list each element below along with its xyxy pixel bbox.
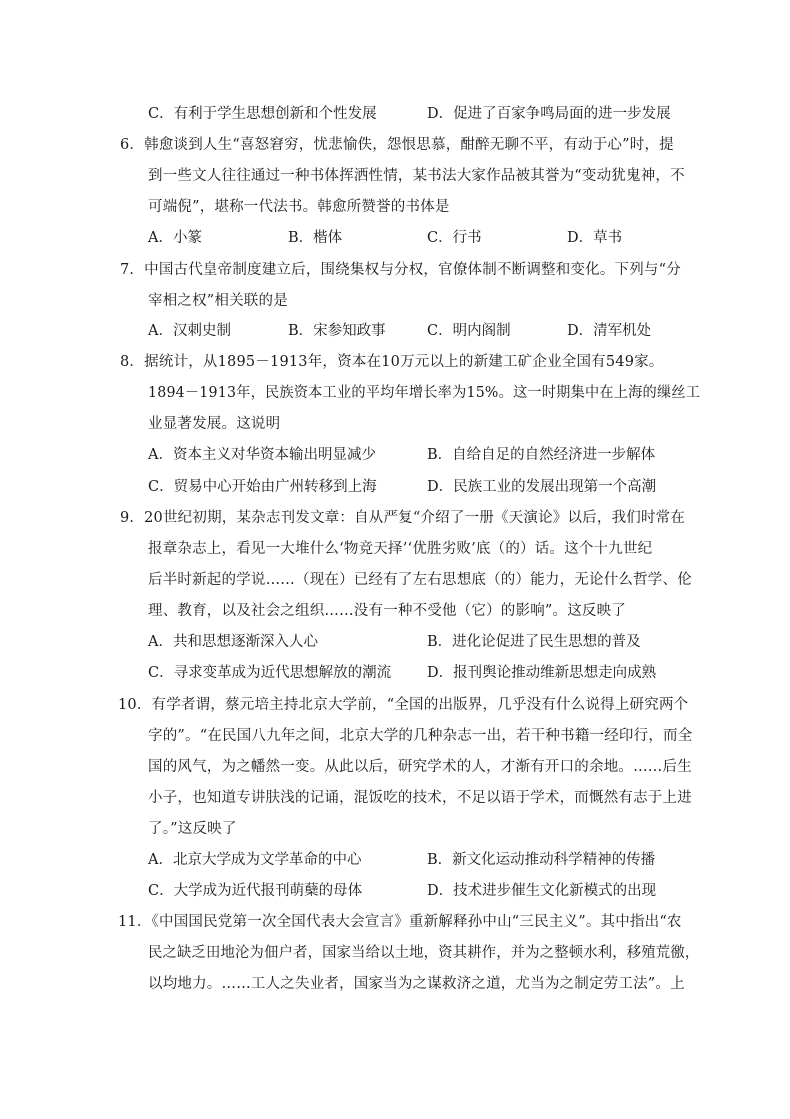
question-8-line-1: 8．据统计，从1895－1913年，资本在10万元以上的新建工矿企业全国有549家。	[120, 354, 664, 370]
q9-option-b: B．进化论促进了民生思想的普及	[427, 634, 641, 650]
question-10-line-1: 10．有学者谓，蔡元培主持北京大学前，“全国的出版界，几乎没有什么说得上研究两个	[118, 697, 689, 713]
q9-option-a: A．共和思想逐渐深入人心	[148, 634, 318, 650]
question-6-line-2: 到一些文人往往通过一种书体挥洒性情，某书法大家作品被其誉为“变动犹鬼神，不	[148, 168, 685, 184]
question-8-line-3: 业显著发展。这说明	[148, 416, 281, 432]
question-6-line-1: 6．韩愈谈到人生“喜怒窘穷，忧悲愉佚，怨恨思慕，酣醉无聊不平，有动于心”时，提	[120, 137, 674, 153]
q6-option-b: B．楷体	[288, 230, 343, 246]
question-11-line-2: 民之缺乏田地沦为佃户者，国家当给以土地，资其耕作，并为之整顿水利，移殖荒徼，	[148, 945, 700, 961]
question-7-line-2: 宰相之权”相关联的是	[148, 293, 288, 309]
q8-option-a: A．资本主义对华资本输出明显减少	[148, 447, 376, 463]
question-9-line-1: 9．20世纪初期，某杂志刊发文章：自从严复“介绍了一册《天演论》以后，我们时常在	[120, 510, 686, 526]
question-6-line-3: 可端倪”，堪称一代法书。韩愈所赞誉的书体是	[148, 199, 450, 215]
question-9-line-3: 后半时新起的学说……（现在）已经有了左右思想底（的）能力，无论什么哲学、伦	[148, 572, 692, 588]
q6-option-c: C．行书	[427, 230, 482, 246]
q8-option-d: D．民族工业的发展出现第一个高潮	[427, 479, 657, 495]
question-10-line-2: 字的”。“在民国八九年之间，北京大学的几种杂志一出，若干种书籍一经印行，而全	[148, 728, 693, 744]
question-10-line-4: 小子，也知道专讲肤浅的记诵，混饭吃的技术，不足以语于学术，而慨然有志于上进	[148, 790, 692, 806]
question-11-line-3: 以均地力。……工人之失业者，国家当为之谋救济之道，尤当为之制定劳工法”。上	[148, 976, 685, 992]
q10-option-a: A．北京大学成为文学革命的中心	[148, 852, 362, 868]
q7-option-b: B．宋参知政事	[288, 323, 386, 339]
q7-option-a: A．汉刺史制	[148, 323, 231, 339]
q6-option-d: D．草书	[567, 230, 623, 246]
q8-option-b: B．自给自足的自然经济进一步解体	[427, 447, 656, 463]
q5-option-c: C．有利于学生思想创新和个性发展	[148, 106, 377, 122]
q10-option-d: D．技术进步催生文化新模式的出现	[427, 883, 657, 899]
q10-option-b: B．新文化运动推动科学精神的传播	[427, 852, 656, 868]
question-8-line-2: 1894－1913年，民族资本工业的平均年增长率为15%。这一时期集中在上海的缫丝工	[148, 385, 701, 401]
q7-option-d: D．清军机处	[567, 323, 652, 339]
q6-option-a: A．小篆	[148, 230, 202, 246]
q9-option-d: D．报刊舆论推动维新思想走向成熟	[427, 665, 657, 681]
q8-option-c: C．贸易中心开始由广州转移到上海	[148, 479, 377, 495]
question-9-line-4: 理、教育，以及社会之组织……没有一种不受他（它）的影响”。这反映了	[148, 603, 627, 619]
question-11-line-1: 11．《中国国民党第一次全国代表大会宣言》重新解释孙中山“三民主义”。其中指出“农	[118, 914, 682, 930]
q7-option-c: C．明内阁制	[427, 323, 511, 339]
question-7-line-1: 7．中国古代皇帝制度建立后，围绕集权与分权，官僚体制不断调整和变化。下列与“分	[120, 262, 681, 278]
q5-option-d: D．促进了百家争鸣局面的进一步发展	[427, 106, 671, 122]
q9-option-c: C．寻求变革成为近代思想解放的潮流	[148, 665, 392, 681]
question-9-line-2: 报章杂志上，看见一大堆什么‘物竞天择’‘优胜劣败’底（的）话。这个十九世纪	[148, 541, 653, 557]
q10-option-c: C．大学成为近代报刊萌蘖的母体	[148, 883, 363, 899]
question-10-line-3: 国的风气，为之幡然一变。从此以后，研究学术的人，才渐有开口的余地。……后生	[148, 759, 692, 775]
question-10-line-5: 了。”这反映了	[148, 821, 237, 837]
